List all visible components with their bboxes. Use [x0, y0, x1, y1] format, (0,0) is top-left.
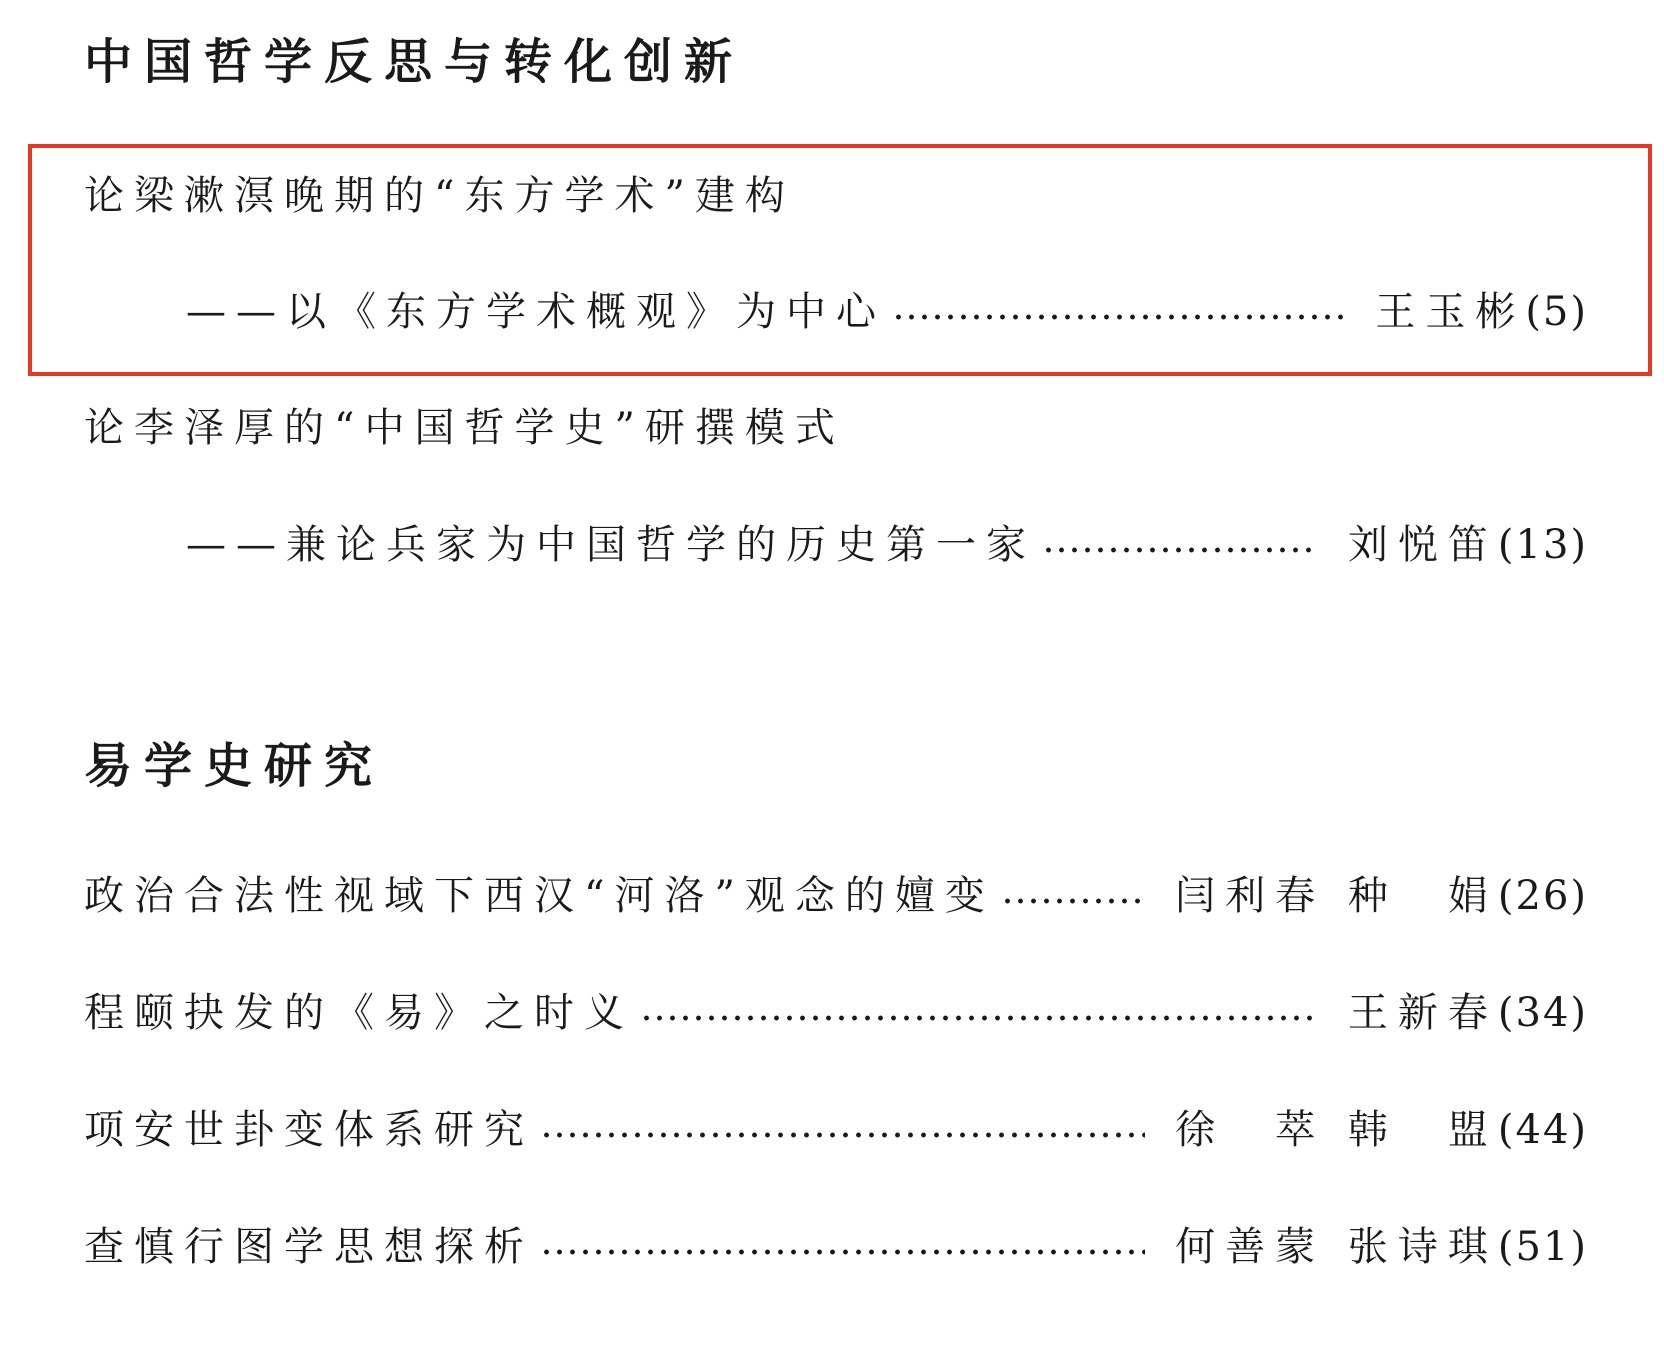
entry-title: 论梁漱溟晚期的“东方学术”建构 [84, 173, 795, 219]
dot-leader [892, 314, 1345, 320]
toc-entry-subtitle-line[interactable] [186, 284, 1588, 340]
entry-author: 闫利春 种 娟 [1175, 873, 1498, 919]
entry-subtitle: ——以《东方学术概观》为中心 [186, 289, 886, 335]
section-title: 中国哲学反思与转化创新 [84, 34, 745, 90]
entry-page: (34) [1497, 990, 1588, 1036]
toc-entry-line[interactable] [84, 868, 1588, 924]
toc-entry-line[interactable] [84, 985, 1588, 1041]
dot-leader [540, 1132, 1145, 1138]
entry-page: (44) [1497, 1107, 1588, 1153]
dot-leader [1042, 547, 1318, 553]
section-title: 易学史研究 [84, 738, 385, 794]
dot-leader [640, 1015, 1318, 1021]
entry-author: 何善蒙 张诗琪 [1175, 1224, 1498, 1270]
entry-title: 政治合法性视域下西汉“河洛”观念的嬗变 [84, 873, 995, 919]
toc-entry-title[interactable] [84, 168, 1588, 224]
toc-entry-title[interactable] [84, 400, 1588, 456]
entry-author: 王新春 [1347, 990, 1498, 1036]
dot-leader [540, 1249, 1145, 1255]
entry-title: 论李泽厚的“中国哲学史”研撰模式 [84, 405, 845, 451]
toc-entry-line[interactable] [84, 1102, 1588, 1158]
entry-author: 徐 萃 韩 盟 [1175, 1107, 1498, 1153]
toc-entry-subtitle-line[interactable] [186, 517, 1588, 573]
entry-title: 项安世卦变体系研究 [84, 1107, 534, 1153]
entry-author: 刘悦笛 [1347, 522, 1498, 568]
entry-page: (26) [1497, 873, 1588, 919]
dot-leader [1001, 898, 1145, 904]
entry-author: 王玉彬 [1375, 289, 1526, 335]
toc-entry-line[interactable] [84, 1219, 1588, 1275]
entry-title: 程颐抉发的《易》之时义 [84, 990, 634, 1036]
entry-page: (13) [1497, 522, 1588, 568]
entry-page: (51) [1497, 1224, 1588, 1270]
entry-page: (5) [1525, 289, 1588, 335]
entry-title: 查慎行图学思想探析 [84, 1224, 534, 1270]
entry-subtitle: ——兼论兵家为中国哲学的历史第一家 [186, 522, 1036, 568]
